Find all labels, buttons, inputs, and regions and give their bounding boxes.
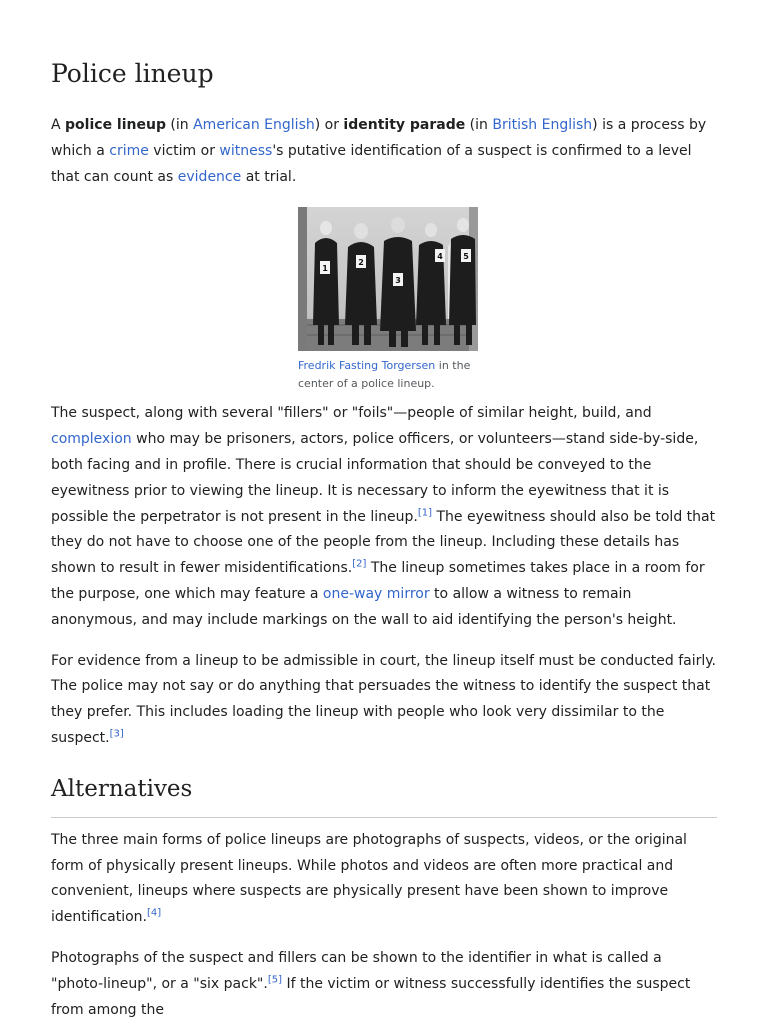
text: ) is a process by which a [51, 117, 707, 159]
body-paragraph-1 [51, 401, 717, 633]
text: For evidence from a lineup to be admissible in court, the lineup itself must be conducted fairly. The police may not say or do anything that persuades the witness to identify the suspect that they prefer. This includes loading the lineup with people who look very dissimilar to the suspect. [51, 652, 717, 746]
bold-term-police-lineup: police lineup [65, 117, 166, 133]
text: (in [465, 117, 493, 133]
link-fredrik-fasting-torgersen[interactable]: Fredrik Fasting Torgersen [298, 359, 436, 373]
card-number-2: 2 [358, 258, 364, 268]
link-crime[interactable]: crime [109, 142, 149, 159]
body-paragraph-2 [51, 649, 717, 752]
link-complexion[interactable]: complexion [51, 431, 132, 448]
text: Photographs of the suspect and fillers can be shown to the identifier in what is called a "photo-lineup", or a "six pack". [51, 949, 662, 992]
text: The eyewitness should also be told that they do not have to choose one of the people from the lineup. Including these details has shown to result in fewer misidentifications. [51, 508, 716, 577]
lineup-photo[interactable] [298, 207, 478, 351]
text: The three main forms of police lineups are photographs of suspects, videos, or the original form of physically present lineups. While photos and videos are often more practical and convenient, lineups where suspects are physically present have been shown to improve identification. [51, 831, 687, 926]
text: at trial. [241, 168, 297, 185]
reference-3[interactable]: [3] [109, 728, 124, 740]
link-evidence[interactable]: evidence [177, 168, 242, 185]
reference-4[interactable]: [4] [147, 907, 162, 919]
text: who may be prisoners, actors, police officers, or volunteers—stand side-by-side, both facing and in profile. There is crucial information that should be conveyed to the eyewitness prior to viewing the lineup. It is necessary to inform the eyewitness that it is possible the perpetrator is not present in the lineup. [51, 431, 699, 525]
card-number-1: 1 [322, 264, 328, 274]
text: A [51, 117, 66, 133]
figure-caption [298, 357, 478, 393]
text: The suspect, along with several "fillers" or "foils"—people of similar height, build, and [51, 405, 652, 422]
text: ) or [314, 117, 344, 133]
card-number-4: 4 [437, 252, 443, 262]
link-american-english[interactable]: American English [193, 117, 315, 133]
caption-text: in the center of a police lineup. [298, 359, 471, 391]
link-one-way-mirror[interactable]: one-way mirror [322, 585, 430, 602]
card-number-3: 3 [395, 276, 401, 286]
page-title: Police lineup [51, 59, 214, 88]
text: 's putative identification of a suspect is confirmed to a level that can count as [51, 142, 692, 185]
body-paragraph-4 [51, 946, 717, 1023]
intro-paragraph [51, 113, 717, 190]
section-heading-alternatives: Alternatives [51, 774, 717, 818]
text: (in [165, 117, 194, 133]
link-british-english[interactable]: British English [492, 117, 593, 133]
body-paragraph-3 [51, 828, 717, 931]
text: to allow a witness to remain anonymous, and may include markings on the wall to aid identifying the person's height. [51, 585, 677, 628]
text: The lineup sometimes takes place in a room for the purpose, one which may feature a [51, 560, 705, 602]
reference-2[interactable]: [2] [352, 558, 367, 570]
card-number-5: 5 [463, 252, 469, 262]
text: victim or [148, 142, 220, 159]
link-witness[interactable]: witness [219, 142, 273, 159]
reference-5[interactable]: [5] [267, 974, 282, 986]
reference-1[interactable]: [1] [417, 506, 433, 518]
text: If the victim or witness successfully identifies the suspect from among the [51, 975, 691, 1018]
bold-term-identity-parade: identity parade [343, 117, 466, 133]
lineup-figure [290, 207, 478, 393]
